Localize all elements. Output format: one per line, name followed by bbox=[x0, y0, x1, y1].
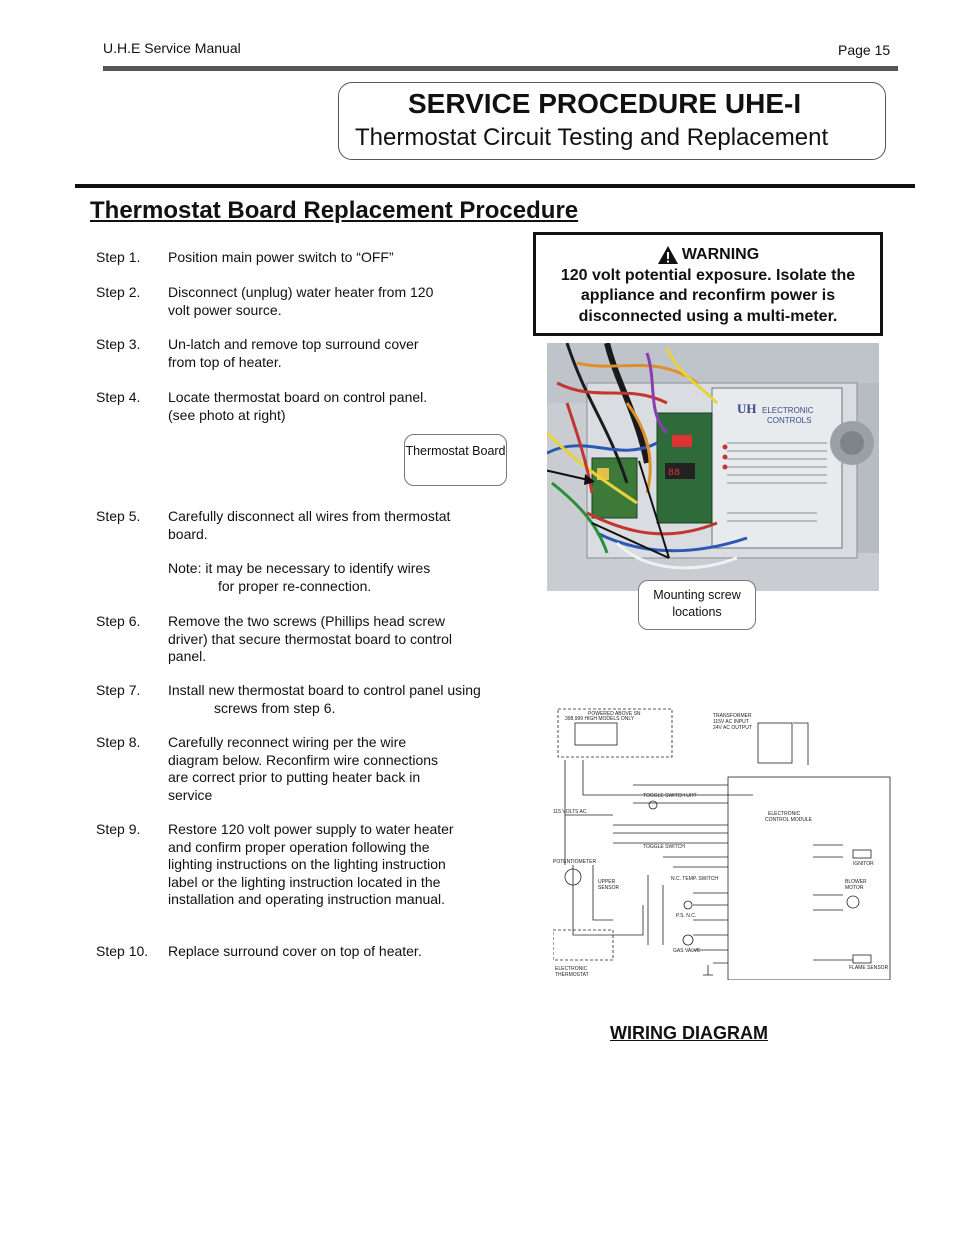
diagram-label-powered2: 398,999 HIGH MODELS ONLY bbox=[565, 716, 635, 722]
diagram-label-transformer3: 24V AC OUTPUT bbox=[713, 725, 752, 731]
diagram-label-thermo2: THERMOSTAT bbox=[555, 972, 589, 978]
step-number: Step 8. bbox=[96, 734, 141, 750]
step-number: Step 10. bbox=[96, 943, 149, 959]
diagram-label-blower2: MOTOR bbox=[845, 885, 864, 891]
step-text-cont: screws from step 6. bbox=[214, 700, 336, 716]
procedure-subtitle: Thermostat Circuit Testing and Replacement bbox=[355, 124, 829, 151]
manual-title: U.H.E Service Manual bbox=[103, 40, 241, 56]
step-number: Step 5. bbox=[96, 508, 141, 524]
diagram-label-thermo: ELECTRONIC bbox=[555, 966, 588, 972]
svg-text:ELECTRONIC: ELECTRONIC bbox=[762, 406, 814, 415]
step-note: Note: it may be necessary to identify wires bbox=[168, 560, 431, 576]
step-number: Step 3. bbox=[96, 336, 141, 352]
step-text: Disconnect (unplug) water heater from 120 volt power source. bbox=[168, 284, 434, 318]
header-rule bbox=[103, 66, 898, 71]
diagram-label-module2: CONTROL MODULE bbox=[765, 817, 813, 823]
svg-text:CONTROLS: CONTROLS bbox=[767, 416, 812, 425]
diagram-label-gas: GAS VALVE bbox=[673, 948, 701, 954]
mounting-screw-callout: Mounting screw locations bbox=[638, 580, 756, 630]
step-text: Un-latch and remove top surround cover from top of heater. bbox=[168, 336, 419, 370]
step-text: Restore 120 volt power supply to water heater and confirm proper operation following the lighting instructions on the lighting instruction label or the lighting instruction located in the installation and operating instruction manual. bbox=[168, 821, 454, 907]
step-text: Remove the two screws (Phillips head screw driver) that secure thermostat board to control panel. bbox=[168, 613, 453, 664]
step-text: Position main power switch to “OFF” bbox=[168, 249, 394, 265]
diagram-label-volts: 115 VOLTS AC bbox=[553, 809, 587, 815]
control-panel-photo bbox=[547, 343, 879, 591]
procedure-title: SERVICE PROCEDURE UHE-I bbox=[408, 88, 802, 119]
thermostat-board-callout: Thermostat Board bbox=[404, 434, 507, 486]
diagram-label-pot: POTENTIOMETER bbox=[553, 859, 597, 865]
diagram-label-toggle2: TOGGLE SWITCH bbox=[643, 844, 685, 850]
diagram-label-transformer2: 115V AC INPUT bbox=[713, 719, 749, 725]
warning-body: 120 volt potential exposure. Isolate the appliance and reconfirm power is disconnected using a multi-meter. bbox=[560, 266, 856, 325]
warning-box bbox=[533, 232, 883, 336]
warning-title: WARNING bbox=[681, 246, 760, 263]
section-rule bbox=[75, 184, 915, 188]
diagram-label-flame: FLAME SENSOR bbox=[849, 965, 889, 971]
wiring-diagram-title: WIRING DIAGRAM bbox=[610, 1023, 768, 1043]
step-text: Carefully reconnect wiring per the wire diagram below. Reconfirm wire connections are correct prior to putting heater back in service bbox=[168, 734, 439, 803]
diagram-label-blower: BLOWER bbox=[845, 879, 867, 885]
step-number: Step 1. bbox=[96, 249, 141, 265]
svg-text:UH: UH bbox=[737, 401, 757, 416]
step-text: Install new thermostat board to control panel using bbox=[168, 682, 481, 698]
section-title: Thermostat Board Replacement Procedure bbox=[90, 197, 579, 224]
diagram-label-ntemp: N.C. TEMP. SWITCH bbox=[671, 876, 719, 882]
diagram-label-transformer: TRANSFORMER bbox=[713, 713, 752, 719]
step-text: Locate thermostat board on control panel. (see photo at right) bbox=[168, 389, 428, 423]
diagram-label-powered: POWERED ABOVE SN bbox=[588, 711, 641, 717]
diagram-label-ps: P.S. N.C. bbox=[676, 913, 697, 919]
step-number: Step 7. bbox=[96, 682, 141, 698]
step-number: Step 9. bbox=[96, 821, 141, 837]
step-text: Carefully disconnect all wires from thermostat board. bbox=[168, 508, 451, 542]
diagram-label-toggle1: TOGGLE SWITCH UHT bbox=[643, 793, 697, 799]
diagram-label-sensor2: SENSOR bbox=[598, 885, 620, 891]
warning-triangle-icon bbox=[657, 245, 679, 265]
diagram-label-ignitor: IGNITOR bbox=[853, 861, 874, 867]
step-note-cont: for proper re-connection. bbox=[218, 578, 372, 594]
step-number: Step 6. bbox=[96, 613, 141, 629]
diagram-label-module: ELECTRONIC bbox=[768, 811, 801, 817]
wiring-diagram bbox=[553, 705, 893, 980]
step-number: Step 2. bbox=[96, 284, 141, 300]
step-number: Step 4. bbox=[96, 389, 141, 405]
step-text: Replace surround cover on top of heater. bbox=[168, 943, 422, 959]
diagram-label-sensor: UPPER bbox=[598, 879, 616, 885]
page-number: Page 15 bbox=[838, 42, 891, 58]
svg-text:88: 88 bbox=[668, 468, 681, 479]
